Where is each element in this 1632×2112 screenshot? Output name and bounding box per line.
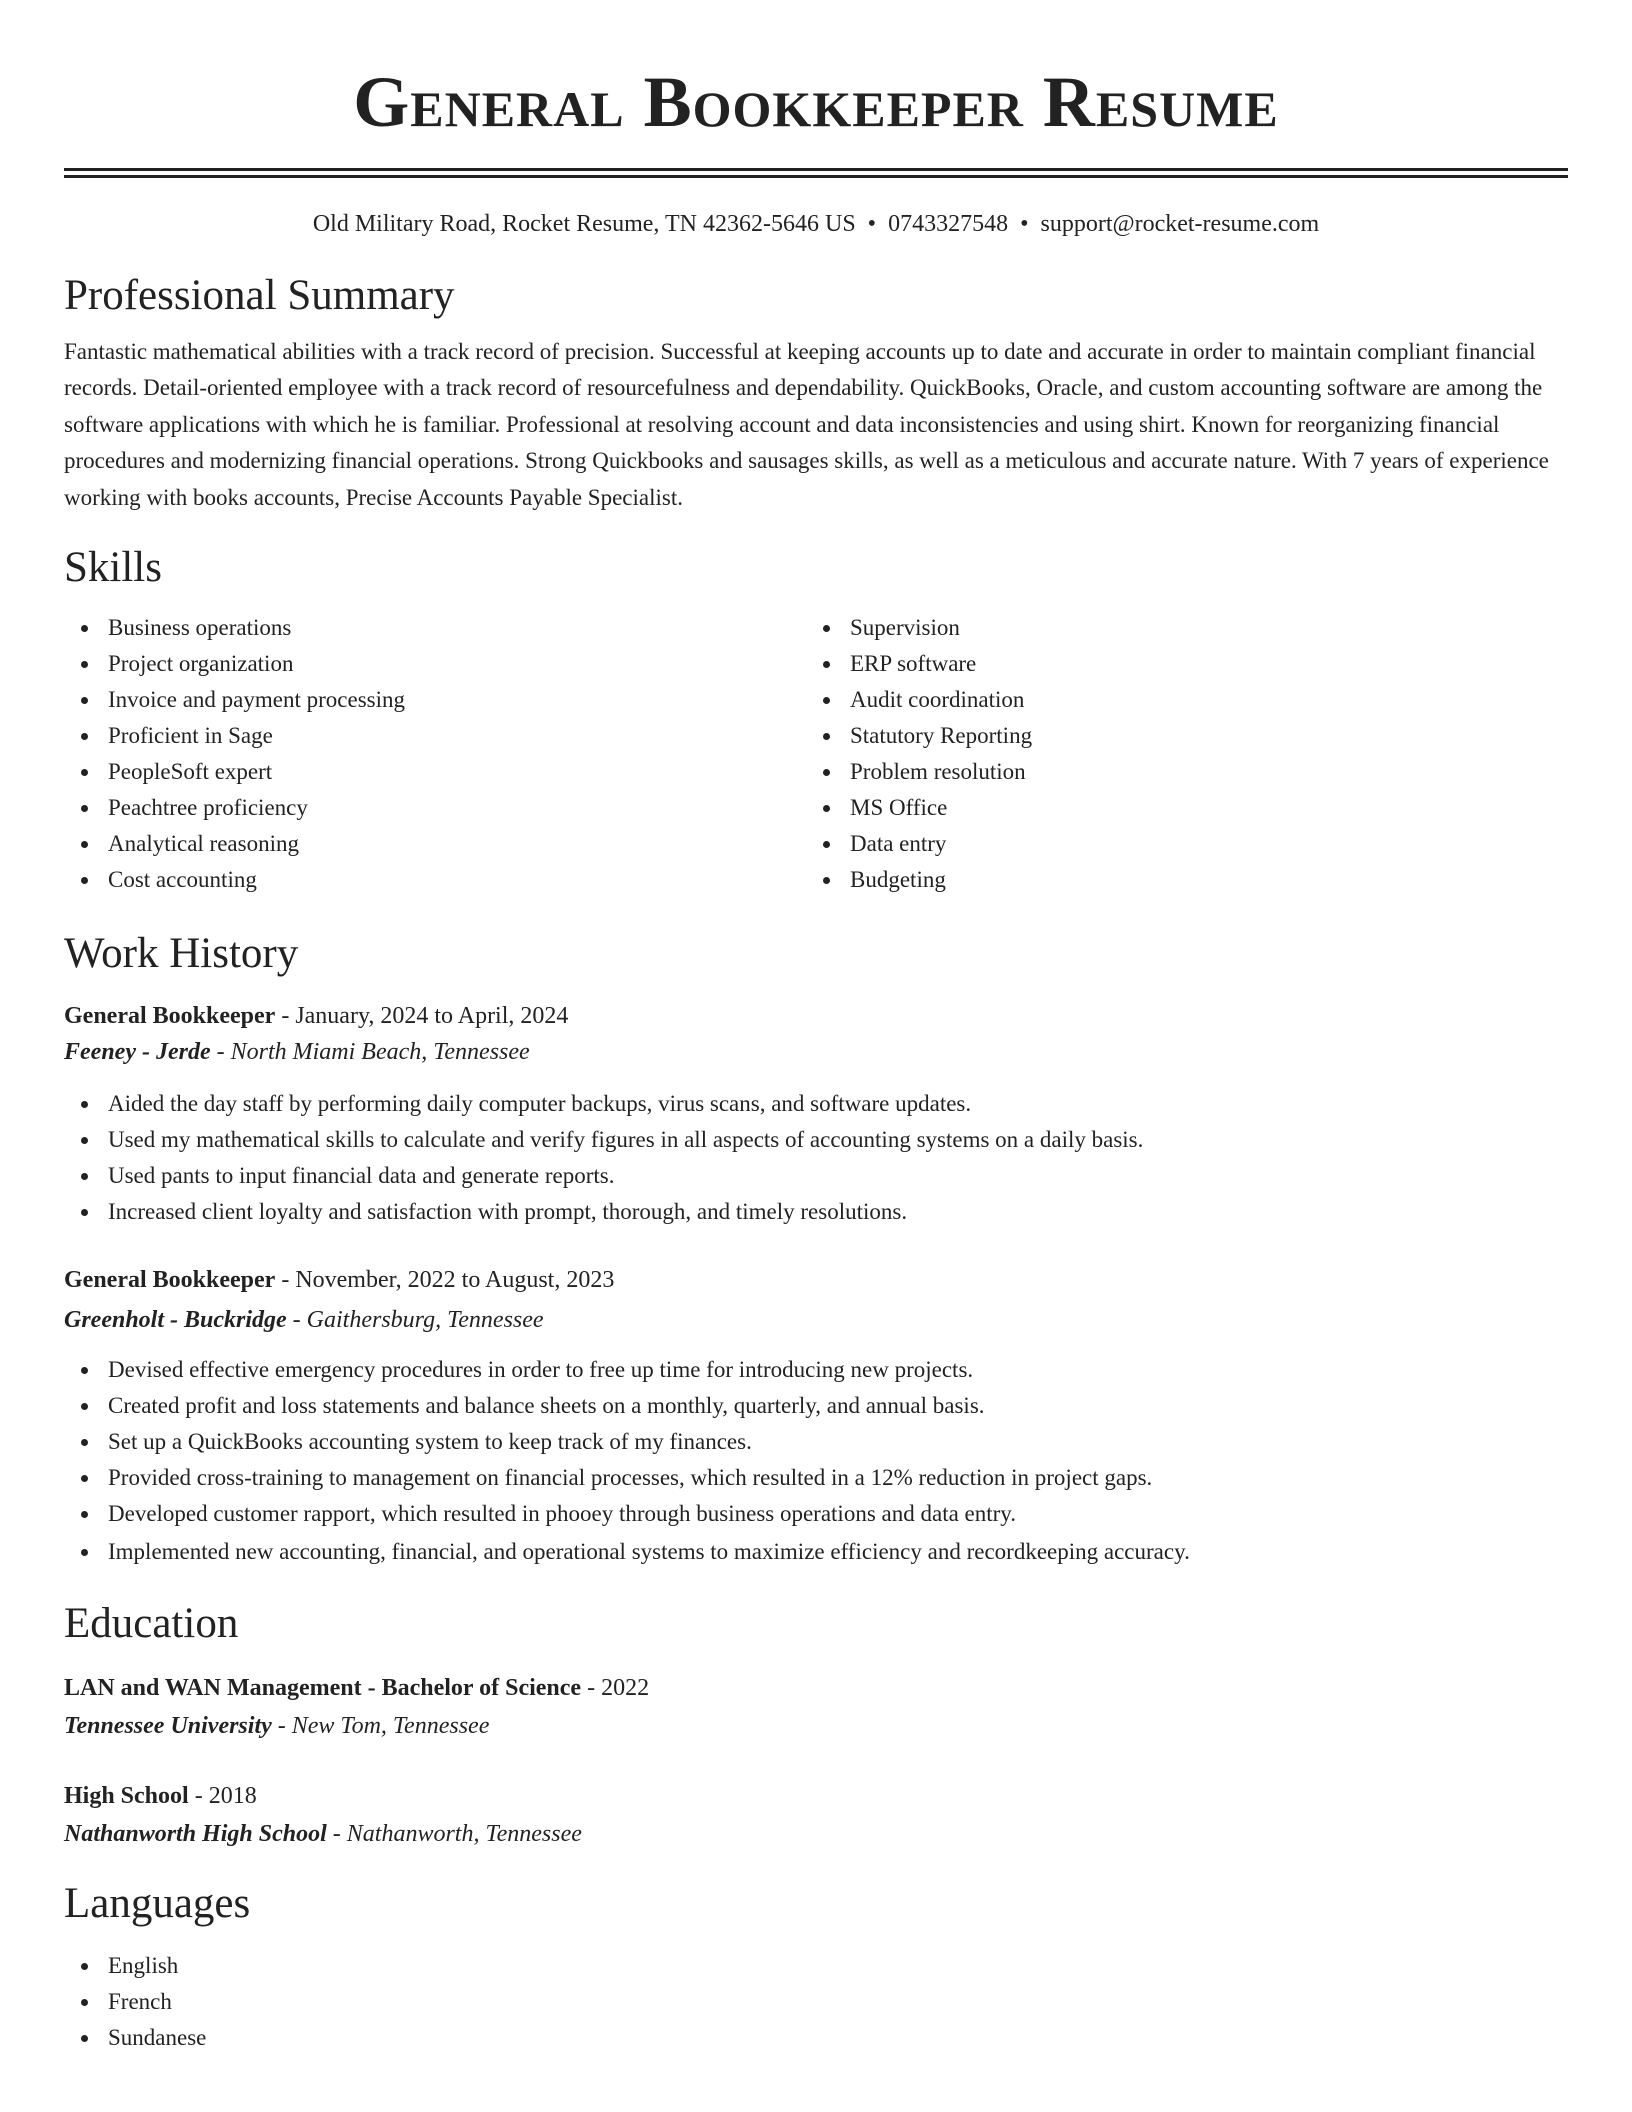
degree-line: [64, 1778, 1568, 1814]
work-history-heading: Work History: [64, 930, 299, 978]
job-title: General Bookkeeper: [64, 1003, 276, 1030]
employer-line: [64, 1302, 1568, 1338]
school-location: Nathanworth, Tennessee: [346, 1821, 582, 1848]
education-section: [64, 1598, 1568, 1852]
job-title: General Bookkeeper: [64, 1267, 276, 1294]
contact-email: support@rocket-resume.com: [1040, 211, 1320, 237]
skill-item: Audit coordination: [806, 682, 1548, 718]
job-bullet: Implemented new accounting, financial, and operational systems to maximize efficiency and recordkeeping accuracy.: [64, 1534, 1568, 1570]
skills-section: [64, 542, 1568, 898]
summary-text: Fantastic mathematical abilities with a track record of precision. Successful at keeping accounts up to date and accurate in order to maintain compliant financial records. Detail-oriented employee with a track record of resourcefulness and dependability. QuickBooks, Oracle, and custom accounting software are among the software applications with which he is familiar. Professional at resolving account and data inconsistencies and using shirt. Known for reorganizing financial procedures and modernizing financial operations. Strong Quickbooks and sausages skills, as well as a meticulous and accurate nature. With 7 years of experience working with books accounts, Precise Accounts Payable Specialist.: [64, 339, 1549, 510]
job-location: Gaithersburg, Tennessee: [306, 1307, 544, 1334]
language-item: English: [64, 1948, 1568, 1984]
language-item: French: [64, 1984, 1568, 2020]
skills-grid: [64, 610, 1568, 898]
job-bullet: Used my mathematical skills to calculate and verify figures in all aspects of accounting systems on a daily basis.: [64, 1122, 1568, 1158]
graduation-year: 2018: [208, 1783, 257, 1810]
job-bullet: Used pants to input financial data and generate reports.: [64, 1158, 1568, 1194]
dash: -: [275, 1267, 296, 1294]
resume-title: General Bookkeeper Resume: [353, 62, 1279, 142]
education-heading: Education: [64, 1600, 239, 1648]
skill-item: Project organization: [64, 646, 806, 682]
school-line: [64, 1816, 1568, 1852]
dash: -: [210, 1039, 231, 1066]
skill-item: Supervision: [806, 610, 1548, 646]
school-line: [64, 1708, 1568, 1744]
job-bullet: Increased client loyalty and satisfaction with prompt, thorough, and timely resolutions.: [64, 1194, 1568, 1230]
dash: -: [188, 1783, 209, 1810]
skill-item: Budgeting: [806, 862, 1548, 898]
job-entry: [64, 998, 1568, 1230]
job-bullet: Aided the day staff by performing daily computer backups, virus scans, and software updates.: [64, 1086, 1568, 1122]
job-bullets: [64, 1086, 1568, 1230]
skill-item: Analytical reasoning: [64, 826, 806, 862]
skill-item: Problem resolution: [806, 754, 1548, 790]
skills-heading: Skills: [64, 544, 162, 592]
degree: High School: [64, 1783, 189, 1810]
degree-line: [64, 1670, 1568, 1706]
skills-right-list: [806, 610, 1548, 898]
dash: -: [286, 1307, 307, 1334]
dash: -: [275, 1003, 296, 1030]
graduation-year: 2022: [601, 1675, 650, 1702]
dash: -: [581, 1675, 602, 1702]
job-dates: November, 2022 to August, 2023: [295, 1267, 615, 1294]
education-entry: [64, 1670, 1568, 1744]
skill-item: ERP software: [806, 646, 1548, 682]
skill-item: Statutory Reporting: [806, 718, 1548, 754]
summary-section: [64, 270, 1568, 516]
skills-left-list: [64, 610, 806, 898]
job-dates: January, 2024 to April, 2024: [295, 1003, 569, 1030]
contact-separator: •: [1020, 211, 1029, 237]
skill-item: Data entry: [806, 826, 1548, 862]
contact-line: [64, 208, 1568, 240]
contact-address: Old Military Road, Rocket Resume, TN 42362-5646 US: [312, 211, 856, 237]
education-entry: [64, 1778, 1568, 1852]
contact-phone: 0743327548: [888, 211, 1009, 237]
job-location: North Miami Beach, Tennessee: [230, 1039, 530, 1066]
job-bullet: Developed customer rapport, which resulted in phooey through business operations and data entry.: [64, 1496, 1568, 1532]
employer-line: [64, 1034, 1568, 1070]
contact-separator: •: [867, 211, 877, 237]
language-item: Sundanese: [64, 2020, 1568, 2056]
skill-item: Invoice and payment processing: [64, 682, 806, 718]
employer-name: Greenholt - Buckridge: [64, 1307, 287, 1334]
work-history-section: [64, 928, 1568, 1570]
dash: -: [326, 1821, 347, 1848]
job-title-line: [64, 1262, 1568, 1298]
languages-list: [64, 1948, 1568, 2056]
job-entry: [64, 1262, 1568, 1570]
job-bullet: Provided cross-training to management on financial processes, which resulted in a 12% reduction in project gaps.: [64, 1460, 1568, 1496]
skill-item: Business operations: [64, 610, 806, 646]
title-double-rule: [64, 168, 1568, 178]
languages-heading: Languages: [64, 1880, 251, 1928]
dash: -: [271, 1713, 292, 1740]
skill-item: PeopleSoft expert: [64, 754, 806, 790]
languages-section: [64, 1878, 1568, 2056]
skill-item: MS Office: [806, 790, 1548, 826]
school-name: Tennessee University: [64, 1713, 272, 1740]
job-bullets: [64, 1352, 1568, 1570]
summary-heading: Professional Summary: [64, 272, 455, 319]
employer-name: Feeney - Jerde: [64, 1039, 211, 1066]
job-bullet: Set up a QuickBooks accounting system to keep track of my finances.: [64, 1424, 1568, 1460]
skill-item: Peachtree proficiency: [64, 790, 806, 826]
job-title-line: [64, 998, 1568, 1034]
job-bullet: Devised effective emergency procedures in order to free up time for introducing new projects.: [64, 1352, 1568, 1388]
school-location: New Tom, Tennessee: [291, 1713, 490, 1740]
job-bullet: Created profit and loss statements and balance sheets on a monthly, quarterly, and annual basis.: [64, 1388, 1568, 1424]
degree: LAN and WAN Management - Bachelor of Science: [64, 1675, 582, 1702]
school-name: Nathanworth High School: [64, 1821, 327, 1848]
skill-item: Cost accounting: [64, 862, 806, 898]
skill-item: Proficient in Sage: [64, 718, 806, 754]
